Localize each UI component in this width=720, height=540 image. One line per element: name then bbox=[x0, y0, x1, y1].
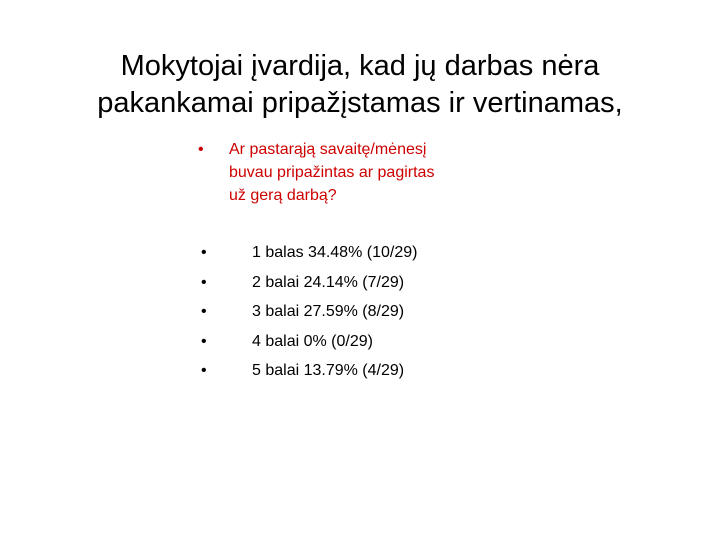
result-item-1 bbox=[198, 244, 518, 274]
result-text: 2 balai 24.14% (7/29) bbox=[252, 273, 405, 291]
result-bullet: • bbox=[201, 332, 207, 350]
result-text: 5 balai 13.79% (4/29) bbox=[252, 362, 405, 379]
question-line-2: buvau pripažintas ar pagirtas bbox=[229, 164, 435, 181]
results-list bbox=[198, 244, 518, 392]
question-line-3: už gerą darbą? bbox=[229, 187, 337, 204]
result-item-3 bbox=[198, 303, 518, 333]
result-text: 4 balai 0% (0/29) bbox=[252, 332, 373, 350]
question-bullet: • bbox=[198, 141, 204, 158]
title-line-1: Mokytojai įvardija, kad jų darbas nėra bbox=[120, 50, 600, 83]
result-item-4 bbox=[198, 333, 518, 363]
slide-title bbox=[0, 48, 720, 122]
result-bullet: • bbox=[201, 273, 207, 291]
question-line-1: Ar pastarąją savaitę/mėnesį bbox=[229, 141, 427, 158]
result-bullet: • bbox=[201, 362, 207, 379]
title-line-2: pakankamai pripažįstamas ir vertinamas, bbox=[97, 87, 623, 120]
question-text bbox=[229, 138, 549, 207]
result-text: 1 balas 34.48% (10/29) bbox=[252, 244, 418, 261]
result-item-2 bbox=[198, 274, 518, 304]
result-text: 3 balai 27.59% (8/29) bbox=[252, 303, 405, 320]
result-bullet: • bbox=[201, 244, 207, 261]
result-item-5 bbox=[198, 362, 518, 392]
result-bullet: • bbox=[201, 303, 207, 320]
